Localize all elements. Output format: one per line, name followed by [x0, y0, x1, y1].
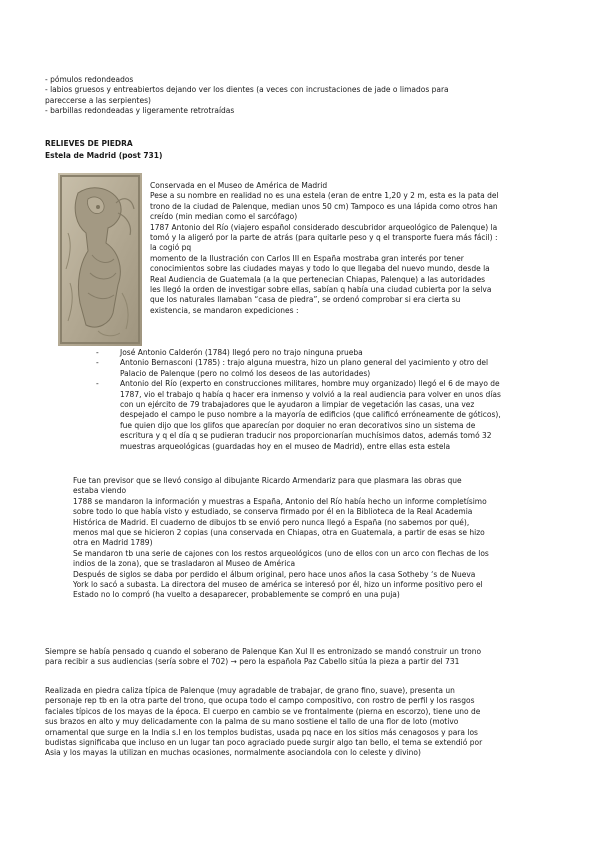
list-bullet: - — [96, 379, 99, 389]
text-line: Asia y los mayas la utilizan en muchas ocasiones, normalmente asociandola con lo celeste y divino) — [45, 748, 421, 758]
text-line: momento de la Ilustración con Carlos III en España mostraba gran interés por tener — [150, 253, 464, 263]
text-line: Se mandaron tb una serie de cajones con los restos arqueológicos (uno de ellos con un arco con flechas de los — [73, 548, 489, 558]
text-line: con un ejército de 79 trabajadores que le ayudaron a limpiar de vegetación las casas, una vez — [120, 400, 475, 410]
text-line: indios de la zona), que se trasladaron al Museo de América — [73, 559, 296, 569]
text-line: muestras arqueológicas (guardadas hoy en el museo de Madrid), entre ellas esta estela — [120, 441, 451, 451]
stela-photo — [58, 173, 142, 346]
text-line: menos mal que se hicieron 2 copias (una conservada en Chiapas, otra en Guatemala, a partir de esas se hizo — [73, 528, 485, 538]
text-line: Pese a su nombre en realidad no es una estela (eran de entre 1,20 y 2 m, esta es la pata del — [150, 191, 499, 201]
intro-line: - pómulos redondeados — [45, 75, 134, 84]
text-line: despejado el campo le puso nombre a la mayoría de edificios (que calificó erróneamente de góticos), — [120, 410, 501, 420]
text-line: Estado no lo compró (ha vuelto a desaparecer, probablemente se compró en una puja) — [73, 590, 400, 600]
list-item — [96, 379, 501, 452]
text-line: Fue tan previsor que se llevó consigo al dibujante Ricardo Armendariz para que plasmara las obras que — [73, 476, 462, 485]
text-line: Palacio de Palenque (pero no colmó los deseos de las autoridades) — [120, 368, 371, 378]
text-line: trono de la ciudad de Palenque, median unos 50 cm) Tampoco es una lápida como otros han — [150, 201, 498, 211]
section-title: RELIEVES DE PIEDRA — [45, 139, 133, 148]
text-line: Antonio del Río (experto en construcciones militares, hombre muy organizado) llegó el 6 de mayo de — [120, 379, 500, 389]
text-line: Siempre se había pensado q cuando el soberano de Palenque Kan Xul II es entronizado se mandó construir un trono — [45, 647, 482, 656]
intro-list — [45, 75, 449, 117]
list-item — [96, 348, 501, 358]
list-bullet: - — [96, 348, 99, 357]
throne-paragraph — [45, 647, 481, 668]
text-line: Conservada en el Museo de América de Madrid — [150, 181, 328, 190]
text-line: 1788 se mandaron la información y muestras a España, Antonio del Río había hecho un informe completísimo — [73, 496, 487, 506]
text-line: personaje rep tb en la otra parte del trono, que ocupa todo el campo compositivo, con rostro de perfil y los rasgos — [45, 696, 475, 706]
text-line: Real Audiencia de Guatemala (a la que pertenecian Chiapas, Palenque) a las autoridades — [150, 274, 486, 284]
text-line: sobre todo lo que había visto y estudiado, se conserva firmado por él en la Biblioteca de la Real Academia — [73, 507, 473, 517]
text-line: escritura y q el día q se pudieran traducir nos proporcionarían muchísimos datos, además tomó 32 — [120, 431, 492, 441]
text-line: otra en Madrid 1789) — [73, 538, 153, 548]
intro-line: pareccerse a las serpientes) — [45, 95, 151, 105]
text-line: existencia, se mandaron expediciones : — [150, 305, 299, 315]
text-line: les llegó la orden de investigar sobre ellas, sabían q había una ciudad cubierta por la selva — [150, 285, 492, 295]
list-item — [96, 358, 501, 379]
description-block — [150, 181, 499, 316]
text-line: ornamental que surge en la India s.I en los templos budistas, usada pq nace en los sitios más cenagosos y para los — [45, 727, 478, 737]
list-bullet: - — [96, 358, 99, 368]
text-line: York lo sacó a subasta. La directora del museo de américa se interesó por él, hizo un informe positivo pero el — [73, 580, 483, 590]
material-paragraph — [45, 686, 482, 759]
text-line: José Antonio Calderón (1784) llegó pero no trajo ninguna prueba — [120, 348, 363, 357]
text-line: Histórica de Madrid. El cuaderno de dibujos tb se envió pero nunca llegó a España (no sabemos por qué), — [73, 517, 470, 527]
text-line: estaba viendo — [73, 486, 127, 496]
text-line: fue quien dijo que los glifos que aparecían por doquier no eran decorativos sino un sistema de — [120, 420, 476, 430]
intro-line: - labios gruesos y entreabiertos dejando ver los dientes (a veces con incrustaciones de jade o limados para — [45, 85, 449, 95]
text-line: 1787 Antonio del Río (viajero español considerado descubridor arqueológico de Palenque) la — [150, 222, 498, 232]
text-line: creído (min median como el sarcófago) — [150, 212, 298, 222]
text-line: faciales típicos de los mayas de la época. El cuerpo en cambio se ve frontalmente (pierna en escorzo), tiene uno de — [45, 706, 481, 716]
text-line: Realizada en piedra caliza típica de Palenque (muy agradable de trabajar, de grano fino, suave), presenta un — [45, 686, 455, 695]
text-line: conocimientos sobre las ciudades mayas y todo lo que llegaba del nuevo mundo, desde la — [150, 264, 490, 274]
text-line: Después de siglos se daba por perdido el álbum original, pero hace unos años la casa Sotheby ‘s de Nueva — [73, 569, 476, 579]
text-line: tomó y la aligeró por la parte de atrás (para quitarle peso y q el transporte fuera más fácil) : — [150, 233, 498, 243]
text-line: para recibir a sus audiencias (sería sobre el 702) → pero la española Paz Cabello sitúa la pieza a partir del 731 — [45, 657, 460, 667]
text-line: Antonio Bernasconi (1785) : trajo alguna muestra, hizo un plano general del yacimiento y otro del — [120, 358, 489, 368]
text-line: 1787, vio el trabajo q había q hacer era inmenso y volvió a la real audiencia para volver en unos días — [120, 389, 501, 399]
history-block — [73, 476, 489, 601]
text-line: la cogió pq — [150, 243, 192, 253]
section-subtitle: Estela de Madrid (post 731) — [45, 151, 163, 160]
text-line: que los naturales llamaban “casa de piedra”, se ordenó comprobar si era cierta su — [150, 295, 461, 305]
intro-line: - barbillas redondeadas y ligeramente retrotraídas — [45, 106, 235, 116]
text-line: sus brazos en alto y muy delicadamente con la palma de su mano sostiene el tallo de una flor de loto (motivo — [45, 717, 459, 727]
text-line: budistas significaba que incluso en un lugar tan poco agraciado puede surgir algo tan bello, el tema se extendió por — [45, 738, 483, 748]
expedition-list — [96, 348, 501, 452]
